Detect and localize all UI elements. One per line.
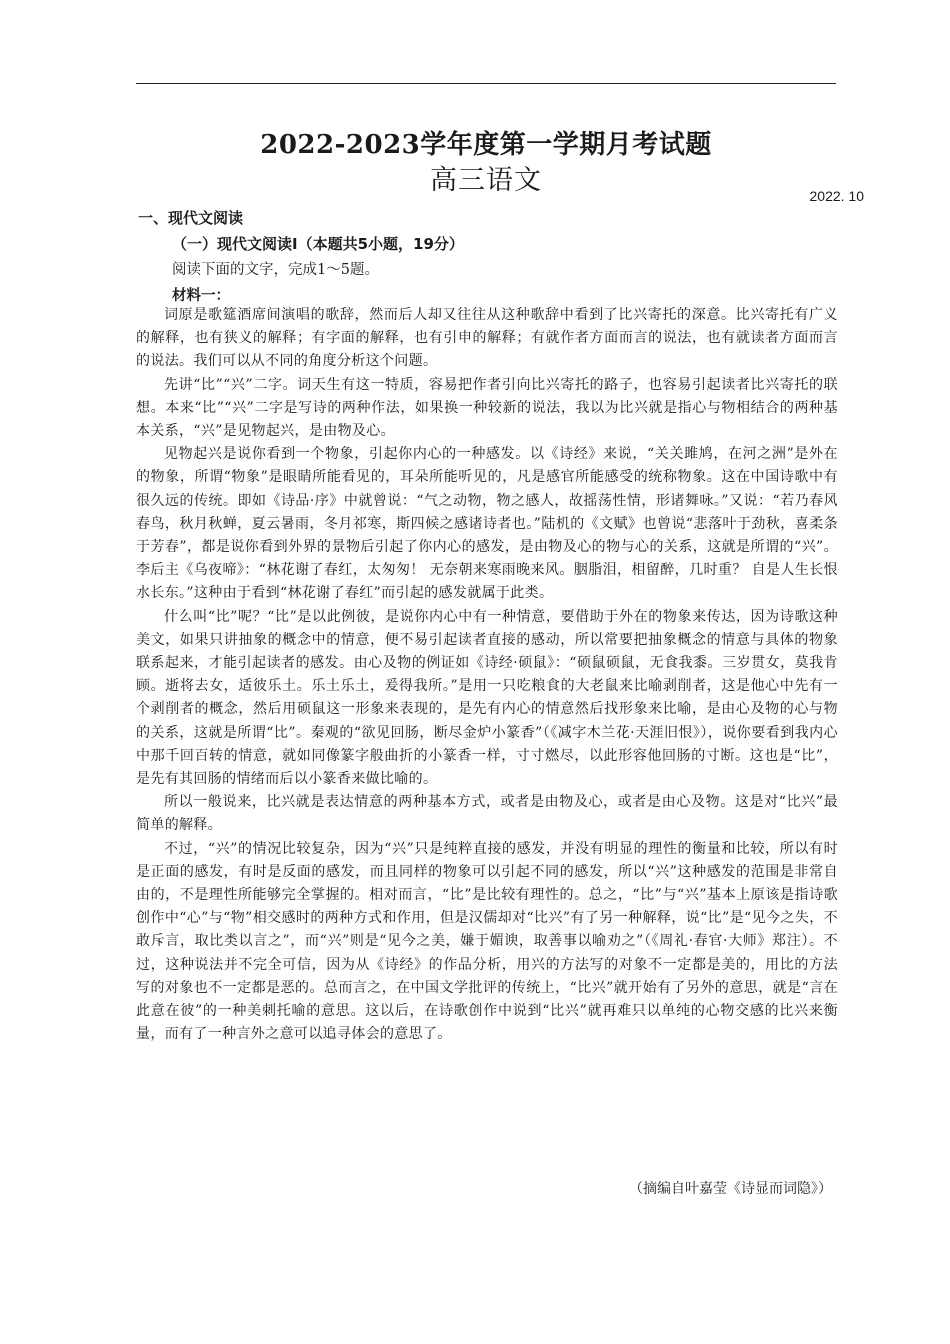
passage-body [136, 304, 838, 1047]
paragraph: 所以一般说来，比兴就是表达情意的两种基本方式，或者是由物及心，或者是由心及物。这是对“比兴”最简单的解释。 [136, 794, 838, 834]
instruction-text: 阅读下面的文字，完成1～5题。 [172, 262, 379, 278]
section-heading: 一、现代文阅读 [138, 209, 244, 227]
exam-date: 2022. 10 [809, 188, 864, 204]
paragraph: 不过，“兴”的情况比较复杂，因为“兴”只是纯粹直接的感发，并没有明显的理性的衡量和比较，所以有时是正面的感发，有时是反面的感发，而且同样的物象可以引起不同的感发，所以“兴”这种感发的范围是非常自由的，不是理性所能够完全掌握的。相对而言，“比”是比较有理性的。总之，“比”与“兴”基本上原该是指诗歌创作中“心”与“物”相交感时的两种方式和作用，但是汉儒却对“比兴”有了另一种解释，说“比”是“见今之失，不敢斥言，取比类以言之”，而“兴”则是“见今之美，嫌于媚谀，取善事以喻劝之”（《周礼·春官·大师》郑注）。不过，这种说法并不完全可信，因为从《诗经》的作品分析，用兴的方法写的对象不一定都是美的，用比的方法写的对象也不一定都是恶的。总而言之，在中国文学批评的传统上，“比兴”就开始有了另外的意思，就是“言在此意在彼”的一种美刺托喻的意思。这以后，在诗歌创作中说到“比兴”就再难只以单纯的心物交感的比兴来衡量，而有了一种言外之意可以追寻体会的意思了。 [136, 840, 838, 1043]
subsection-heading: （一）现代文阅读Ⅰ（本题共5小题，19分） [172, 235, 464, 253]
exam-subtitle: 高三语文 [430, 165, 542, 196]
source-citation: （摘编自叶嘉莹《诗显而词隐》） [629, 1181, 832, 1197]
exam-title: 2022-2023学年度第一学期月考试题 [260, 130, 712, 160]
paragraph: 词原是歌筵酒席间演唱的歌辞，然而后人却又往往从这种歌辞中看到了比兴寄托的深意。比兴寄托有广义的解释，也有狭义的解释；有字面的解释，也有引申的解释；有就作者方面而言的说法，也有就读者方面而言的说法。我们可以从不同的角度分析这个问题。 [136, 307, 838, 370]
paragraph: 什么叫“比”呢？“比”是以此例彼，是说你内心中有一种情意，要借助于外在的物象来传达，因为诗歌这种美文，如果只讲抽象的概念中的情意，便不易引起读者直接的感动，所以常要把抽象概念的情意与具体的物象联系起来，才能引起读者的感发。由心及物的例证如《诗经·硕鼠》：“硕鼠硕鼠，无食我黍。三岁贯女，莫我肯顾。逝将去女，适彼乐土。乐土乐土，爰得我所。”是用一只吃粮食的大老鼠来比喻剥削者，这是他心中先有一个剥削者的概念，然后用硕鼠这一形象来表现的，是先有内心的情意然后找形象来比喻，是由心及物的心与物的关系，这就是所谓“比”。秦观的“欲见回肠，断尽金炉小篆香”（《减字木兰花·天涯旧恨》），说你要看到我内心中那千回百转的情意，就如同像篆字般曲折的小篆香一样，寸寸燃尽，以此形容他回肠的寸断。这也是“比”，是先有其回肠的情绪而后以小篆香来做比喻的。 [136, 608, 838, 788]
paragraph: 先讲“比”“兴”二字。词天生有这一特质，容易把作者引向比兴寄托的路子，也容易引起读者比兴寄托的联想。本来“比”“兴”二字是写诗的两种作法，如果换一种较新的说法，我以为比兴就是指心与物相结合的两种基本关系，“兴”是见物起兴，是由物及心。 [136, 376, 838, 440]
material-label: 材料一： [172, 288, 230, 304]
top-rule [136, 83, 836, 84]
paragraph: 见物起兴是说你看到一个物象，引起你内心的一种感发。以《诗经》来说，“关关雎鸠，在河之洲”是外在的物象，所谓“物象”是眼睛所能看见的，耳朵所能听见的，凡是感官所能感受的统称物象。这在中国诗歌中有很久远的传统。即如《诗品·序》中就曾说：“气之动物，物之感人，故摇荡性情，形诸舞咏。”又说：“若乃春风春鸟，秋月秋蝉，夏云暑雨，冬月祁寒，斯四候之感诸诗者也。”陆机的《文赋》也曾说“悲落叶于劲秋，喜柔条于芳春”，都是说你看到外界的景物后引起了你内心的感发，是由物及心的物与心的关系，这就是所谓的“兴”。李后主《乌夜啼》：“林花谢了春红，太匆匆！ 无奈朝来寒雨晚来风。胭脂泪，相留醉，几时重？ 自是人生长恨水长东。”这种由于看到“林花谢了春红”而引起的感发就属于此类。 [136, 446, 838, 602]
